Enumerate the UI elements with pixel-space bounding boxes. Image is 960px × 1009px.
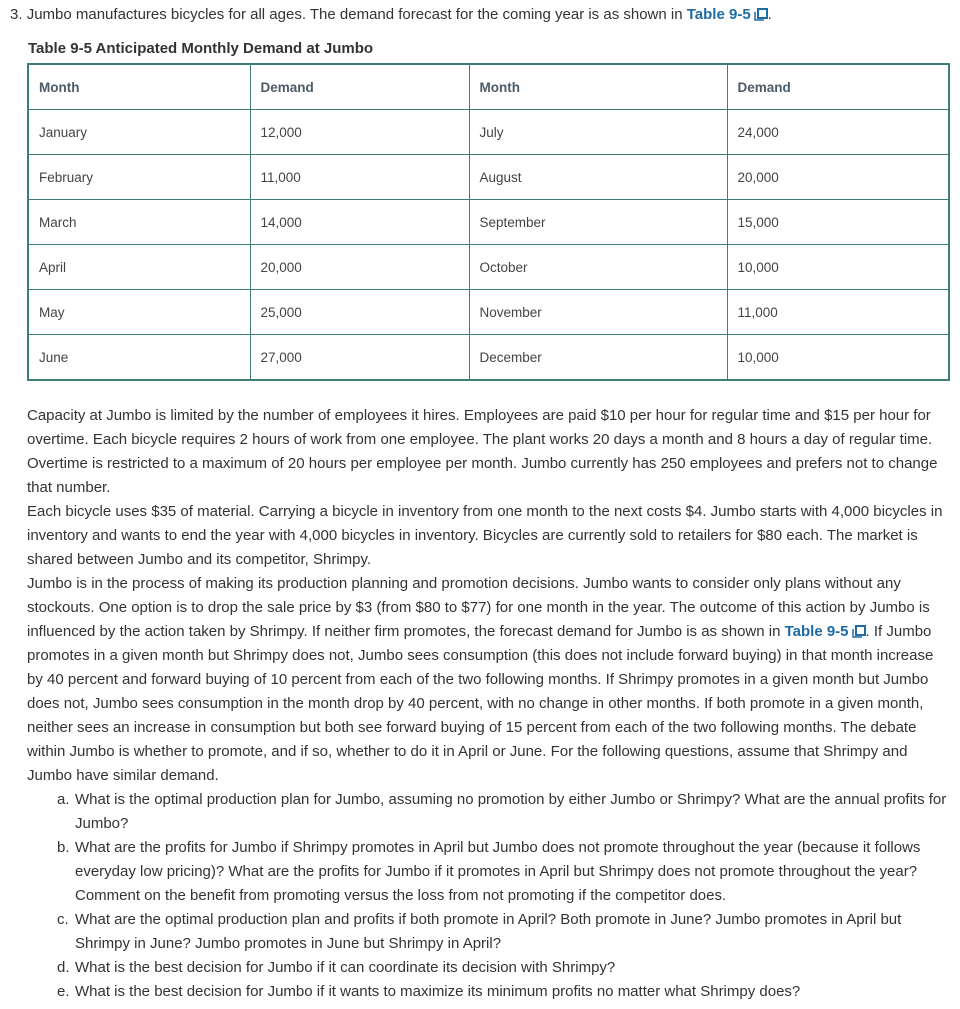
list-item xyxy=(57,980,947,1004)
cell-month: June xyxy=(28,335,250,381)
paragraph-capacity: Capacity at Jumbo is limited by the number of employees it hires. Employees are paid $10 per hour for regular time and $15 per hour for overtime. Each bicycle requires 2 hours of work from one employee. The plant works 20 days a month and 8 hours a day of regular time. Overtime is restricted to a maximum of 20 hours per employee per month. Jumbo currently has 250 employees and prefers not to change that number. xyxy=(27,407,938,496)
cell-month: February xyxy=(28,155,250,200)
cell-demand: 14,000 xyxy=(250,200,469,245)
problem-body xyxy=(27,404,947,1004)
question-text: What is the best decision for Jumbo if it wants to maximize its minimum profits no matter what Shrimpy does? xyxy=(75,983,801,1000)
cell-demand: 27,000 xyxy=(250,335,469,381)
cell-month: August xyxy=(469,155,727,200)
question-letter: a. xyxy=(57,791,70,808)
cell-month: July xyxy=(469,110,727,155)
intro-end: . xyxy=(767,6,772,23)
list-item xyxy=(57,956,947,980)
cell-month: December xyxy=(469,335,727,381)
question-text: What is the best decision for Jumbo if it can coordinate its decision with Shrimpy? xyxy=(75,959,616,976)
question-letter: d. xyxy=(57,959,70,976)
table-header-row xyxy=(28,64,949,110)
list-item xyxy=(57,908,947,956)
cell-demand: 11,000 xyxy=(250,155,469,200)
table-row xyxy=(28,245,949,290)
cell-month: September xyxy=(469,200,727,245)
question-letter: c. xyxy=(57,911,69,928)
question-letter: b. xyxy=(57,839,70,856)
table-link[interactable]: Table 9-5 xyxy=(687,6,768,23)
problem-intro: Jumbo manufactures bicycles for all ages. The demand forecast for the coming year is as shown in xyxy=(26,6,683,23)
header-month-2: Month xyxy=(469,64,727,110)
paragraph-promotion xyxy=(27,572,947,788)
cell-month: March xyxy=(28,200,250,245)
cell-month: May xyxy=(28,290,250,335)
table-row xyxy=(28,110,949,155)
cell-month: November xyxy=(469,290,727,335)
popout-icon[interactable] xyxy=(754,8,768,21)
cell-demand: 10,000 xyxy=(727,335,949,381)
paragraph-costs: Each bicycle uses $35 of material. Carrying a bicycle in inventory from one month to the next costs $4. Jumbo starts with 4,000 bicycles in inventory and wants to end the year with 4,000 bicycles in inventory. Bicycles are currently sold to retailers for $80 each. The market is shared between Jumbo and its competitor, Shrimpy. xyxy=(27,503,943,568)
list-item xyxy=(57,788,947,836)
cell-demand: 11,000 xyxy=(727,290,949,335)
table-row xyxy=(28,155,949,200)
paragraph-promotion-text-2: . If Jumbo promotes in a given month but Shrimpy does not, Jumbo sees consumption (this does not include forward buying) in that month increase by 40 percent and forward buying of 10 percent from each of the two following months. If Shrimpy promotes in a given month but Jumbo does not, Jumbo sees consumption in the month drop by 40 percent, with no change in other months. If both promote in a given month, neither sees an increase in consumption but both see forward buying of 15 percent from each of the two following months. The debate within Jumbo is whether to promote, and if so, whether to do it in April or June. For the following questions, assume that Shrimpy and Jumbo have similar demand. xyxy=(27,623,934,784)
list-item xyxy=(57,836,947,908)
header-demand-2: Demand xyxy=(727,64,949,110)
cell-demand: 20,000 xyxy=(727,155,949,200)
table-row xyxy=(28,335,949,381)
cell-demand: 24,000 xyxy=(727,110,949,155)
table-caption: Table 9-5 Anticipated Monthly Demand at Jumbo xyxy=(28,40,374,57)
header-month-1: Month xyxy=(28,64,250,110)
question-letter: e. xyxy=(57,983,70,1000)
problem-number: 3. xyxy=(10,6,23,23)
question-text: What are the profits for Jumbo if Shrimpy promotes in April but Jumbo does not promote throughout the year (because it follows everyday low pricing)? What are the profits for Jumbo if it promotes in April but Shrimpy does not promote throughout the year? Comment on the benefit from promoting versus the loss from not promoting if the competitor does. xyxy=(75,839,921,904)
question-list xyxy=(27,788,947,1004)
header-demand-1: Demand xyxy=(250,64,469,110)
question-text: What are the optimal production plan and profits if both promote in April? Both promote in June? Jumbo promotes in April but Shrimpy in June? Jumbo promotes in June but Shrimpy in April? xyxy=(75,911,902,952)
cell-month: April xyxy=(28,245,250,290)
question-text: What is the optimal production plan for Jumbo, assuming no promotion by either Jumbo or Shrimpy? What are the annual profits for Jumbo? xyxy=(75,791,947,832)
cell-month: January xyxy=(28,110,250,155)
demand-table xyxy=(27,63,950,381)
table-row xyxy=(28,290,949,335)
paragraph-promotion-text-1: Jumbo is in the process of making its production planning and promotion decisions. Jumbo wants to consider only plans without any stockouts. One option is to drop the sale price by $3 (from $80 to $77) for one month in the year. The outcome of this action by Jumbo is influenced by the action taken by Shrimpy. If neither firm promotes, the forecast demand for Jumbo is as shown in xyxy=(27,575,930,640)
cell-demand: 12,000 xyxy=(250,110,469,155)
cell-demand: 15,000 xyxy=(727,200,949,245)
popout-icon[interactable] xyxy=(852,625,866,638)
cell-month: October xyxy=(469,245,727,290)
cell-demand: 25,000 xyxy=(250,290,469,335)
cell-demand: 10,000 xyxy=(727,245,949,290)
table-link-inline[interactable]: Table 9-5 xyxy=(785,623,866,640)
table-row xyxy=(28,200,949,245)
cell-demand: 20,000 xyxy=(250,245,469,290)
problem-statement xyxy=(10,6,772,24)
